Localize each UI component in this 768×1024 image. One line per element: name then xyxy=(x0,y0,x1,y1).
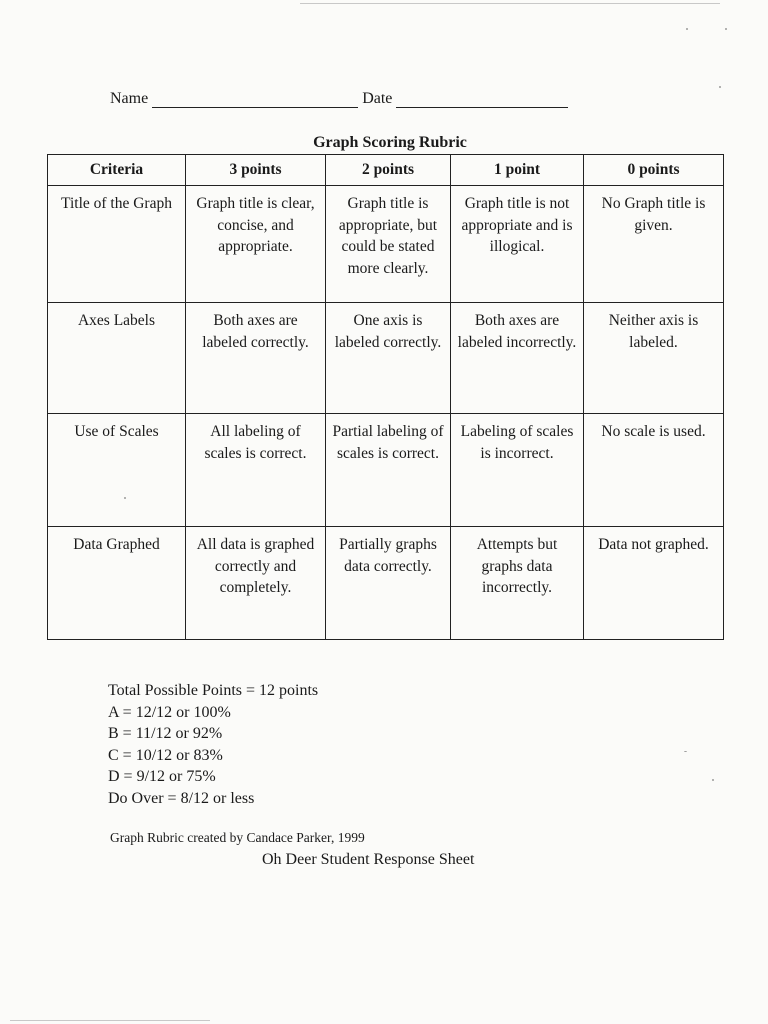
score-cell-1: Labeling of scales is incorrect. xyxy=(451,414,584,527)
score-cell-2: Partial labeling of scales is correct. xyxy=(326,414,451,527)
do-over-line: Do Over = 8/12 or less xyxy=(108,789,255,807)
grade-c-line: C = 10/12 or 83% xyxy=(108,746,223,764)
score-cell-1: Graph title is not appropriate and is illogical. xyxy=(451,186,584,303)
column-header-3-points: 3 points xyxy=(186,155,326,186)
grade-b-line: B = 11/12 or 92% xyxy=(108,725,223,742)
name-date-line xyxy=(110,90,572,108)
scan-speck xyxy=(719,86,721,88)
criteria-cell: Axes Labels xyxy=(48,303,186,414)
column-header-1-point: 1 point xyxy=(451,155,584,186)
score-cell-1: Attempts but graphs data incorrectly. xyxy=(451,527,584,640)
score-cell-3: All labeling of scales is correct. xyxy=(186,414,326,527)
score-cell-3: All data is graphed correctly and completely. xyxy=(186,527,326,640)
score-cell-3: Graph title is clear, concise, and appropriate. xyxy=(186,186,326,303)
table-row xyxy=(48,303,724,414)
score-cell-0: Neither axis is labeled. xyxy=(584,303,724,414)
score-cell-0: Data not graphed. xyxy=(584,527,724,640)
scan-speck xyxy=(686,28,688,30)
scan-line-bottom xyxy=(10,1020,210,1021)
score-cell-3: Both axes are labeled correctly. xyxy=(186,303,326,414)
date-label: Date xyxy=(362,90,393,107)
table-row xyxy=(48,527,724,640)
criteria-cell: Use of Scales xyxy=(48,414,186,527)
rubric-title: Graph Scoring Rubric xyxy=(313,134,467,151)
column-header-criteria: Criteria xyxy=(48,155,186,186)
name-field[interactable] xyxy=(152,91,358,108)
grading-scale xyxy=(108,680,318,809)
total-points-line: Total Possible Points = 12 points xyxy=(108,682,319,699)
rubric-table xyxy=(47,154,724,640)
grade-d-line: D = 9/12 or 75% xyxy=(108,768,216,785)
score-cell-0: No scale is used. xyxy=(584,414,724,527)
score-cell-2: Graph title is appropriate, but could be stated more clearly. xyxy=(326,186,451,303)
scan-speck xyxy=(725,28,727,30)
grade-a-line: A = 12/12 or 100% xyxy=(108,703,231,721)
score-cell-2: Partially graphs data correctly. xyxy=(326,527,451,640)
date-field[interactable] xyxy=(396,91,568,108)
column-header-2-points: 2 points xyxy=(326,155,451,186)
scan-speck xyxy=(684,751,687,752)
scan-speck xyxy=(712,779,714,781)
table-row xyxy=(48,414,724,527)
scan-line-top xyxy=(300,3,720,4)
table-row xyxy=(48,186,724,303)
criteria-cell: Title of the Graph xyxy=(48,186,186,303)
score-cell-2: One axis is labeled correctly. xyxy=(326,303,451,414)
rubric-header-row xyxy=(48,155,724,186)
column-header-0-points: 0 points xyxy=(584,155,724,186)
score-cell-1: Both axes are labeled incorrectly. xyxy=(451,303,584,414)
name-label: Name xyxy=(110,90,149,107)
sheet-title: Oh Deer Student Response Sheet xyxy=(262,851,475,868)
score-cell-0: No Graph title is given. xyxy=(584,186,724,303)
criteria-cell: Data Graphed xyxy=(48,527,186,640)
rubric-credit: Graph Rubric created by Candace Parker, 1999 xyxy=(110,830,365,845)
